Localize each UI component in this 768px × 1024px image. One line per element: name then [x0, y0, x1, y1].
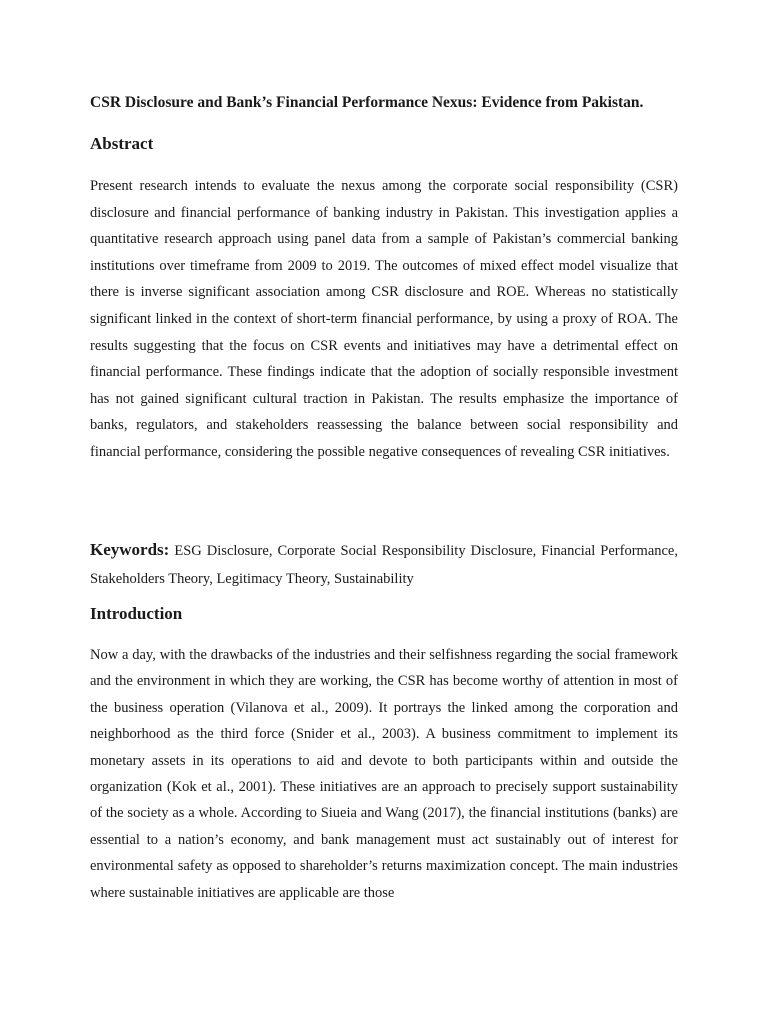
introduction-heading: Introduction: [90, 604, 183, 623]
paper-title: CSR Disclosure and Bank’s Financial Performance Nexus: Evidence from Pakistan.: [90, 94, 644, 111]
abstract-heading: Abstract: [90, 134, 154, 153]
abstract-text: Present research intends to evaluate the nexus among the corporate social responsibility (CSR) disclosure and financial performance of banking industry in Pakistan. This investigation applies a quantitative research approach using panel data from a sample of Pakistan’s commercial banking institutions over timeframe from 2009 to 2019. The outcomes of mixed effect model visualize that there is inverse significant association among CSR disclosure and ROE. Whereas no statistically significant linked in the context of short-term financial performance, by using a proxy of ROA. The results suggesting that the focus on CSR events and initiatives may have a detrimental effect on financial performance. These findings indicate that the adoption of socially responsible investment has not gained significant cultural traction in Pakistan. The results emphasize the importance of banks, regulators, and stakeholders reassessing the balance between social responsibility and financial performance, considering the possible negative consequences of revealing CSR initiatives.: [90, 178, 678, 460]
introduction-text: Now a day, with the drawbacks of the industries and their selfishness regarding the social framework and the environment in which they are working, the CSR has become worthy of attention in most of the business operation (Vilanova et al., 2009). It portrays the linked among the corporation and neighborhood as the third force (Snider et al., 2003). A business commitment to implement its monetary assets in its operations to aid and devote to both participants within and outside the organization (Kok et al., 2001). These initiatives are an approach to precisely support sustainability of the society as a whole. According to Siueia and Wang (2017), the financial institutions (banks) are essential to a nation’s economy, and bank management must act sustainably out of interest for environmental safety as opposed to shareholder’s returns maximization concept. The main industries where sustainable initiatives are applicable are those: [90, 647, 678, 901]
keywords-label: Keywords:: [90, 540, 170, 559]
keywords-paragraph: [90, 536, 678, 593]
keywords-text: ESG Disclosure, Corporate Social Responsibility Disclosure, Financial Performance, Stakeholders Theory, Legitimacy Theory, Sustainability: [90, 543, 678, 587]
